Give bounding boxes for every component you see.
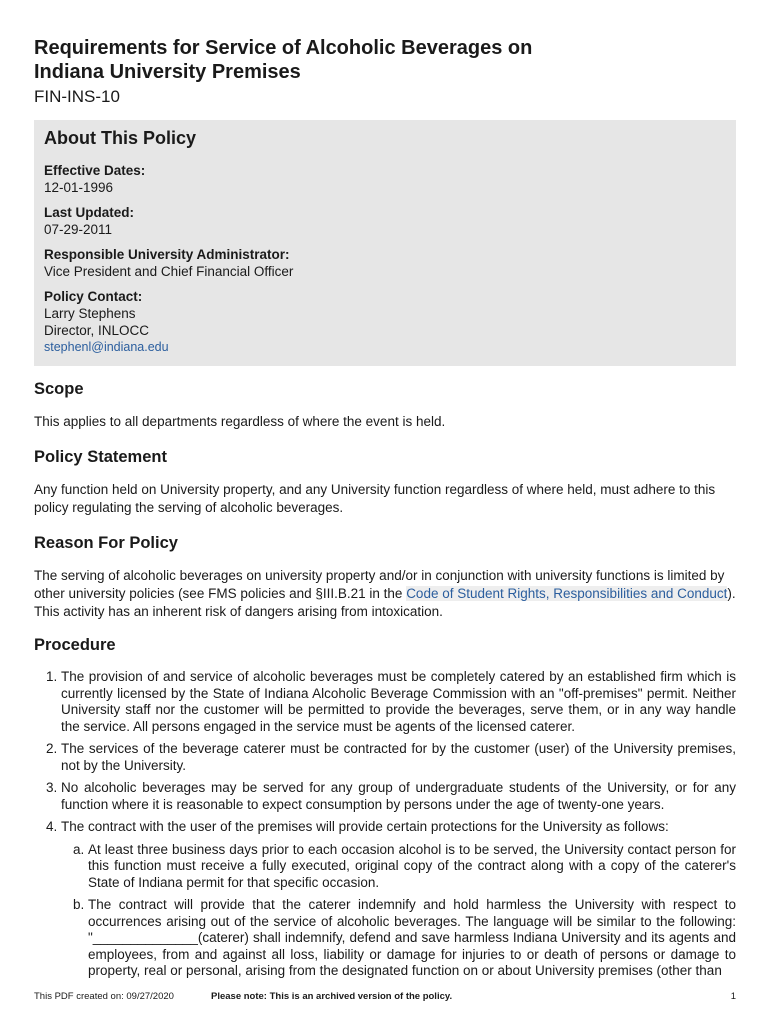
- reason-text: [34, 567, 736, 621]
- last-updated-value: 07-29-2011: [44, 222, 113, 237]
- footer-created-date: This PDF created on: 09/27/2020: [34, 991, 174, 1002]
- procedure-item-text: The contract with the user of the premises will provide certain protections for the University as follows:: [61, 819, 669, 834]
- about-heading: About This Policy: [44, 128, 197, 148]
- scope-section: [34, 380, 736, 431]
- policy-statement-section: [34, 448, 736, 517]
- footer-page-number: 1: [730, 991, 736, 1002]
- reason-section: [34, 534, 736, 621]
- reason-heading: Reason For Policy: [34, 534, 178, 552]
- footer-archive-note: Please note: This is an archived version of the policy.: [211, 991, 453, 1002]
- last-updated: [44, 204, 726, 238]
- procedure-subitem: b. The contract will provide that the caterer indemnify and hold harmless the University with respect to occurrences arising out of the service of alcoholic beverages. The language will be similar to the following: "______________(caterer) shall indemnify, defend and save harmless Indiana University and its agents and employees, from and against all loss, liability or damage for injuries to or death of persons or damage to property, real or personal, arising from the designated function on or about University premises (other than: [88, 897, 736, 980]
- procedure-heading: Procedure: [34, 636, 116, 654]
- procedure-item: 3. No alcoholic beverages may be served for any group of undergraduate students of the University, or for any function where it is reasonable to expect consumption by persons under the age of twenty-one years.: [61, 780, 736, 813]
- procedure-list: [34, 669, 736, 980]
- scope-text: This applies to all departments regardless of where the event is held.: [34, 414, 446, 429]
- statement-text: Any function held on University property, and any University function regardless of where held, must adhere to this policy regulating the serving of alcoholic beverages.: [34, 482, 716, 515]
- statement-heading: Policy Statement: [34, 448, 167, 466]
- policy-contact: [44, 288, 726, 356]
- last-updated-label: Last Updated:: [44, 205, 135, 220]
- procedure-subitem: a. At least three business days prior to each occasion alcohol is to be served, the University contact person for this function must receive a fully executed, original copy of the contract along with a copy of the caterer's State of Indiana permit for that specific occasion.: [88, 842, 736, 892]
- contact-label: Policy Contact:: [44, 289, 143, 304]
- procedure-item: 2. The services of the beverage caterer must be contracted for by the customer (user) of the University premises, not by the University.: [61, 741, 736, 774]
- contact-title: Director, INLOCC: [44, 323, 150, 338]
- contact-name: Larry Stephens: [44, 306, 136, 321]
- scope-heading: Scope: [34, 380, 84, 398]
- page-title: Requirements for Service of Alcoholic Beverages on Indiana University Premises: [34, 37, 533, 83]
- reason-text-before: The serving of alcoholic beverages on university property and/or in conjunction with university functions is limited by other university policies (see FMS policies and §III.B.21 in the: [34, 568, 725, 601]
- procedure-item: [61, 819, 736, 980]
- reason-text-after: ). This activity has an inherent risk of dangers arising from intoxication.: [34, 586, 736, 619]
- procedure-section: [34, 636, 736, 980]
- procedure-sublist: [61, 842, 736, 980]
- effective-dates-label: Effective Dates:: [44, 163, 146, 178]
- effective-dates: [44, 162, 726, 196]
- policy-document: [34, 36, 736, 986]
- responsible-administrator: [44, 246, 726, 280]
- code-of-conduct-link[interactable]: Code of Student Rights, Responsibilities and Conduct: [406, 586, 728, 601]
- policy-code: FIN-INS-10: [34, 87, 120, 106]
- effective-dates-value: 12-01-1996: [44, 180, 114, 195]
- contact-email-link[interactable]: stephenl@indiana.edu: [44, 340, 169, 354]
- about-policy-box: [34, 120, 736, 366]
- administrator-label: Responsible University Administrator:: [44, 247, 290, 262]
- administrator-value: Vice President and Chief Financial Officer: [44, 264, 294, 279]
- procedure-item: 1. The provision of and service of alcoholic beverages must be completely catered by an established firm which is currently licensed by the State of Indiana Alcoholic Beverage Commission with an "off-premises" permit. Neither University staff nor the customer will be permitted to provide the beverages, serve them, or in any way handle the service. All persons engaged in the service must be agents of the licensed caterer.: [61, 669, 736, 735]
